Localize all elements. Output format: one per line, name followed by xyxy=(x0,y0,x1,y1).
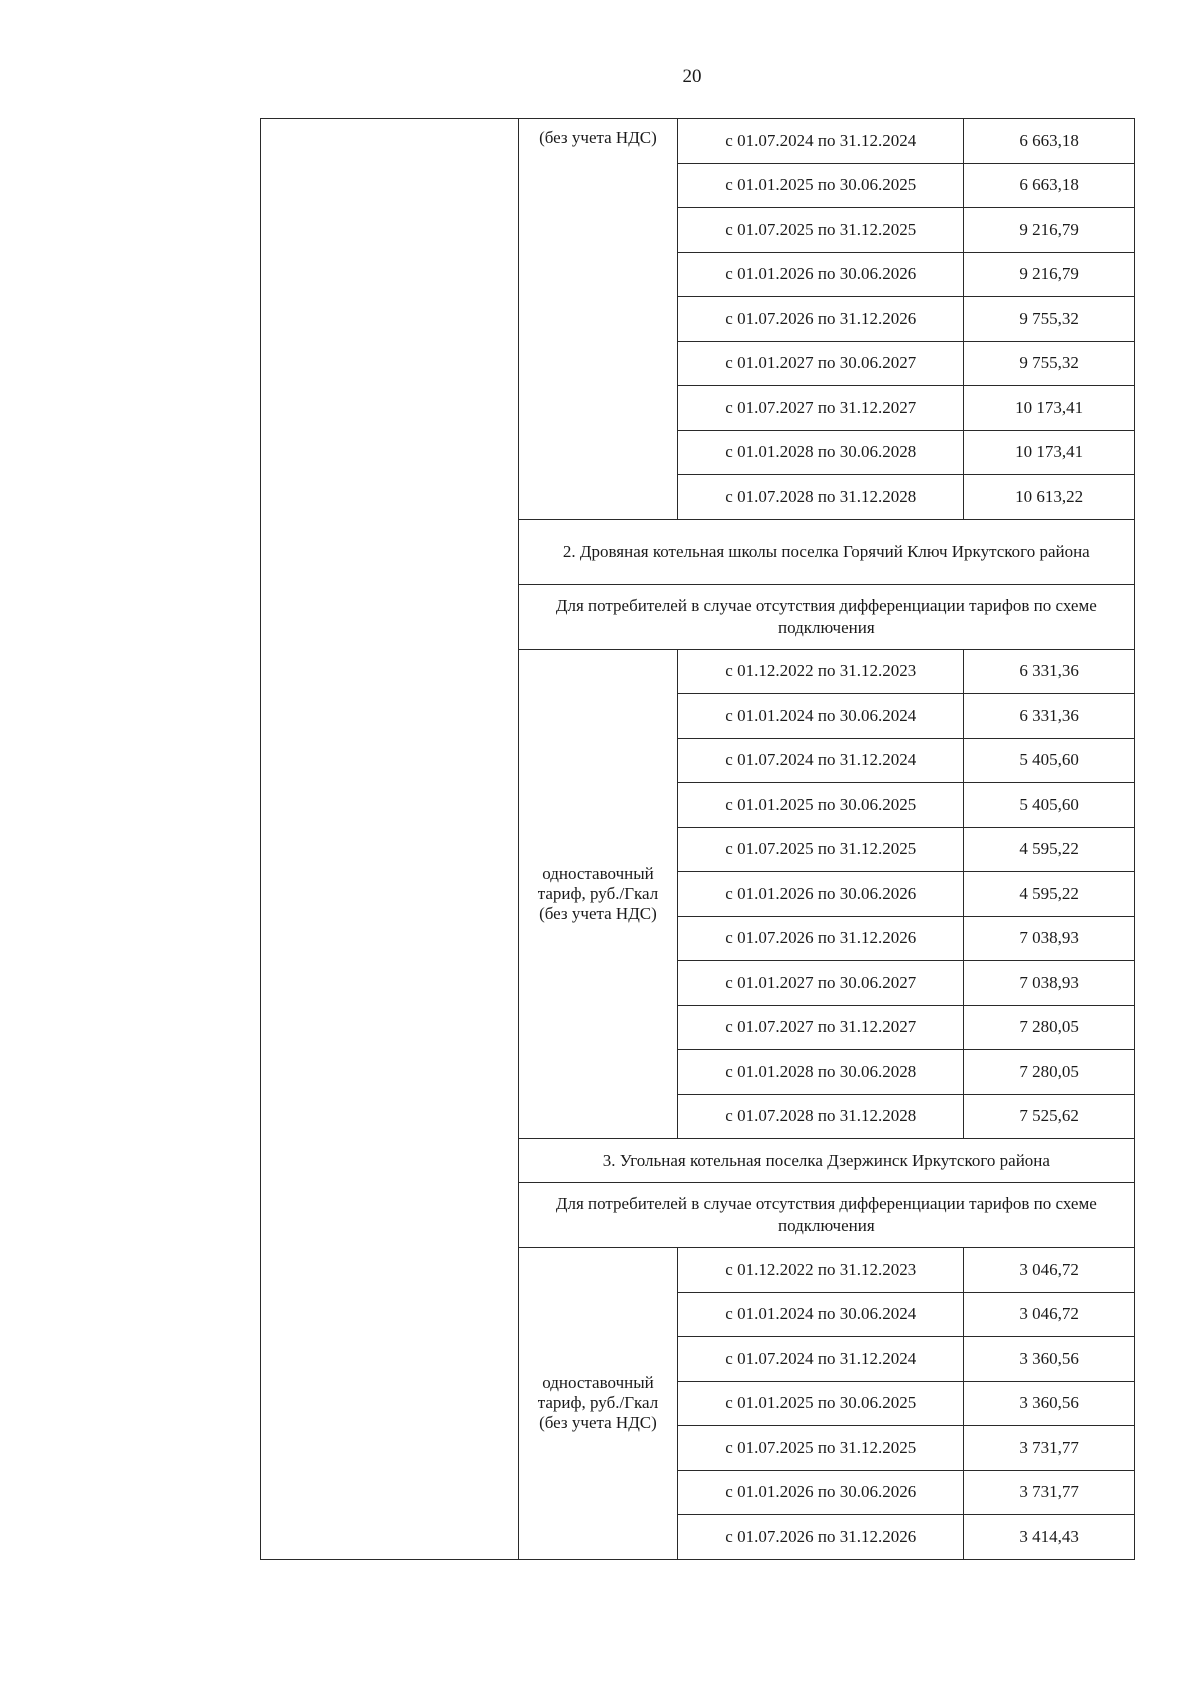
period-cell: с 01.07.2026 по 31.12.2026 xyxy=(678,916,964,961)
tariff-value-cell: 5 405,60 xyxy=(964,783,1135,828)
period-cell: с 01.07.2027 по 31.12.2027 xyxy=(678,386,964,431)
tariff-value-cell: 10 173,41 xyxy=(964,430,1135,475)
tariff-type-cell: (без учета НДС) xyxy=(518,119,678,520)
tariff-type-cell: одноставочный тариф, руб./Гкал (без учета НДС) xyxy=(518,649,678,1139)
period-cell: с 01.01.2024 по 30.06.2024 xyxy=(678,1292,964,1337)
tariff-value-cell: 6 663,18 xyxy=(964,119,1135,164)
tariff-value-cell: 9 755,32 xyxy=(964,341,1135,386)
period-cell: с 01.07.2028 по 31.12.2028 xyxy=(678,475,964,520)
tariff-value-cell: 3 046,72 xyxy=(964,1248,1135,1293)
tariff-value-cell: 9 216,79 xyxy=(964,208,1135,253)
left-empty-cell xyxy=(261,119,519,1560)
period-cell: с 01.12.2022 по 31.12.2023 xyxy=(678,649,964,694)
period-cell: с 01.12.2022 по 31.12.2023 xyxy=(678,1248,964,1293)
tariff-value-cell: 6 331,36 xyxy=(964,694,1135,739)
tariff-value-cell: 3 731,77 xyxy=(964,1470,1135,1515)
tariff-value-cell: 10 613,22 xyxy=(964,475,1135,520)
consumer-subheading: Для потребителей в случае отсутствия дифференциации тарифов по схеме подключения xyxy=(518,1183,1134,1248)
period-cell: с 01.01.2026 по 30.06.2026 xyxy=(678,1470,964,1515)
tariff-value-cell: 6 331,36 xyxy=(964,649,1135,694)
period-cell: с 01.01.2027 по 30.06.2027 xyxy=(678,341,964,386)
tariff-value-cell: 6 663,18 xyxy=(964,163,1135,208)
period-cell: с 01.07.2024 по 31.12.2024 xyxy=(678,119,964,164)
tariff-value-cell: 3 414,43 xyxy=(964,1515,1135,1560)
tariff-value-cell: 3 731,77 xyxy=(964,1426,1135,1471)
tariff-type-cell: одноставочный тариф, руб./Гкал (без учета НДС) xyxy=(518,1248,678,1560)
period-cell: с 01.01.2025 по 30.06.2025 xyxy=(678,783,964,828)
tariff-value-cell: 7 280,05 xyxy=(964,1005,1135,1050)
tariff-value-cell: 9 755,32 xyxy=(964,297,1135,342)
period-cell: с 01.07.2027 по 31.12.2027 xyxy=(678,1005,964,1050)
period-cell: с 01.07.2026 по 31.12.2026 xyxy=(678,297,964,342)
boiler-heading: 2. Дровяная котельная школы поселка Горячий Ключ Иркутского района xyxy=(518,519,1134,584)
tariff-value-cell: 5 405,60 xyxy=(964,738,1135,783)
tariff-table xyxy=(260,118,1135,1560)
period-cell: с 01.07.2025 по 31.12.2025 xyxy=(678,1426,964,1471)
period-cell: с 01.07.2026 по 31.12.2026 xyxy=(678,1515,964,1560)
period-cell: с 01.07.2024 по 31.12.2024 xyxy=(678,738,964,783)
page-number: 20 xyxy=(682,66,702,87)
tariff-value-cell: 4 595,22 xyxy=(964,827,1135,872)
consumer-subheading: Для потребителей в случае отсутствия дифференциации тарифов по схеме подключения xyxy=(518,584,1134,649)
period-cell: с 01.01.2026 по 30.06.2026 xyxy=(678,252,964,297)
period-cell: с 01.07.2024 по 31.12.2024 xyxy=(678,1337,964,1382)
table-row xyxy=(261,119,1135,164)
tariff-value-cell: 3 360,56 xyxy=(964,1337,1135,1382)
period-cell: с 01.01.2027 по 30.06.2027 xyxy=(678,961,964,1006)
period-cell: с 01.01.2028 по 30.06.2028 xyxy=(678,430,964,475)
tariff-table-body xyxy=(261,119,1135,1560)
period-cell: с 01.07.2025 по 31.12.2025 xyxy=(678,827,964,872)
tariff-value-cell: 4 595,22 xyxy=(964,872,1135,917)
tariff-value-cell: 9 216,79 xyxy=(964,252,1135,297)
period-cell: с 01.01.2025 по 30.06.2025 xyxy=(678,163,964,208)
period-cell: с 01.01.2024 по 30.06.2024 xyxy=(678,694,964,739)
boiler-heading: 3. Угольная котельная поселка Дзержинск Иркутского района xyxy=(518,1139,1134,1183)
period-cell: с 01.01.2025 по 30.06.2025 xyxy=(678,1381,964,1426)
tariff-value-cell: 7 280,05 xyxy=(964,1050,1135,1095)
period-cell: с 01.01.2026 по 30.06.2026 xyxy=(678,872,964,917)
tariff-value-cell: 3 360,56 xyxy=(964,1381,1135,1426)
tariff-value-cell: 3 046,72 xyxy=(964,1292,1135,1337)
period-cell: с 01.01.2028 по 30.06.2028 xyxy=(678,1050,964,1095)
tariff-value-cell: 7 525,62 xyxy=(964,1094,1135,1139)
period-cell: с 01.07.2028 по 31.12.2028 xyxy=(678,1094,964,1139)
tariff-value-cell: 7 038,93 xyxy=(964,916,1135,961)
tariff-value-cell: 10 173,41 xyxy=(964,386,1135,431)
period-cell: с 01.07.2025 по 31.12.2025 xyxy=(678,208,964,253)
tariff-value-cell: 7 038,93 xyxy=(964,961,1135,1006)
